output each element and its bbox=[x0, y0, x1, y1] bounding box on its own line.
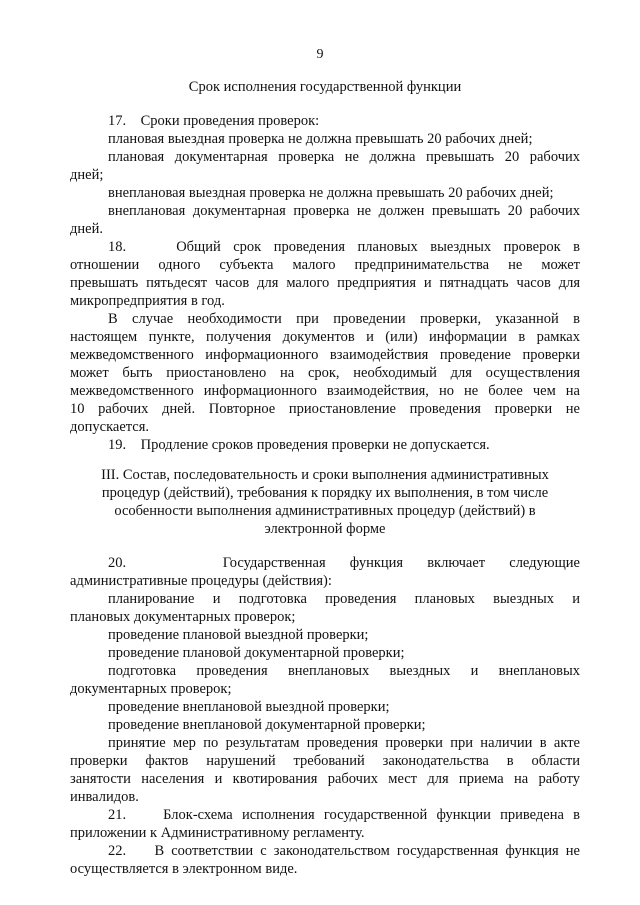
heading-line: процедур (действий), требования к порядку их выполнения, в том числе bbox=[101, 485, 549, 501]
text-line: межведомственного информационного взаимодействия проведение проверки bbox=[70, 347, 580, 363]
text-line: отношении одного субъекта малого предпринимательства не может bbox=[70, 257, 580, 273]
text-line: внеплановая выездная проверка не должна превышать 20 рабочих дней; bbox=[108, 185, 554, 201]
text-line: микропредприятия в год. bbox=[70, 293, 225, 309]
text-line: проведение плановой документарной проверки; bbox=[108, 645, 405, 661]
text-line: дней. bbox=[70, 221, 103, 237]
text-line: внеплановая документарная проверка не должен превышать 20 рабочих bbox=[108, 203, 580, 219]
text-line: может быть приостановлено на срок, необходимый для осуществления bbox=[70, 365, 580, 381]
text-line: проведение внеплановой документарной проверки; bbox=[108, 717, 426, 733]
text-line: В случае необходимости при проведении проверки, указанной в bbox=[108, 311, 580, 327]
text-line: превышать пятьдесят часов для малого предприятия и пятнадцать часов для bbox=[70, 275, 580, 291]
text-line: межведомственного информационного взаимодействия, но не более чем на bbox=[70, 383, 580, 399]
text-line: проведение внеплановой выездной проверки; bbox=[108, 699, 390, 715]
text-line: принятие мер по результатам проведения проверки при наличии в акте bbox=[108, 735, 580, 751]
text-line: 17. Сроки проведения проверок: bbox=[108, 113, 320, 129]
text-line: подготовка проведения внеплановых выездных и внеплановых bbox=[108, 663, 580, 679]
heading-line: электронной форме bbox=[264, 521, 386, 537]
text-line: 19. Продление сроков проведения проверки не допускается. bbox=[108, 437, 490, 453]
text-line: настоящем пункте, получения документов и (или) информации в рамках bbox=[70, 329, 580, 345]
text-line: планирование и подготовка проведения плановых выездных и bbox=[108, 591, 580, 607]
page-number: 9 bbox=[316, 47, 324, 62]
text-line: документарных проверок; bbox=[70, 681, 232, 697]
text-line: дней; bbox=[70, 167, 104, 183]
text-line: плановая выездная проверка не должна превышать 20 рабочих дней; bbox=[108, 131, 533, 147]
text-line: допускается. bbox=[70, 419, 150, 435]
text-line: 18. Общий срок проведения плановых выездных проверок в bbox=[108, 239, 580, 255]
text-line: инвалидов. bbox=[70, 789, 139, 805]
text-line: проверки фактов нарушений требований законодательства в области bbox=[70, 753, 580, 769]
text-line: 10 рабочих дней. Повторное приостановление проведения проверки не bbox=[70, 401, 580, 417]
heading-line: III. Состав, последовательность и сроки выполнения административных bbox=[101, 467, 549, 483]
text-line: административные процедуры (действия): bbox=[70, 573, 332, 589]
text-line: плановая документарная проверка не должна превышать 20 рабочих bbox=[108, 149, 580, 165]
section-title: Срок исполнения государственной функции bbox=[188, 79, 462, 95]
text-line: 21. Блок-схема исполнения государственной функции приведена в bbox=[108, 807, 580, 823]
text-line: осуществляется в электронном виде. bbox=[70, 861, 298, 877]
text-line: плановых документарных проверок; bbox=[70, 609, 296, 625]
text-line: проведение плановой выездной проверки; bbox=[108, 627, 369, 643]
heading-line: особенности выполнения административных процедур (действий) в bbox=[114, 503, 536, 519]
text-line: 20. Государственная функция включает следующие bbox=[108, 555, 580, 571]
text-line: приложении к Административному регламенту. bbox=[70, 825, 365, 841]
text-line: 22. В соответствии с законодательством государственная функция не bbox=[108, 843, 580, 859]
text-line: занятости населения и квотирования рабочих мест для приема на работу bbox=[70, 771, 580, 787]
